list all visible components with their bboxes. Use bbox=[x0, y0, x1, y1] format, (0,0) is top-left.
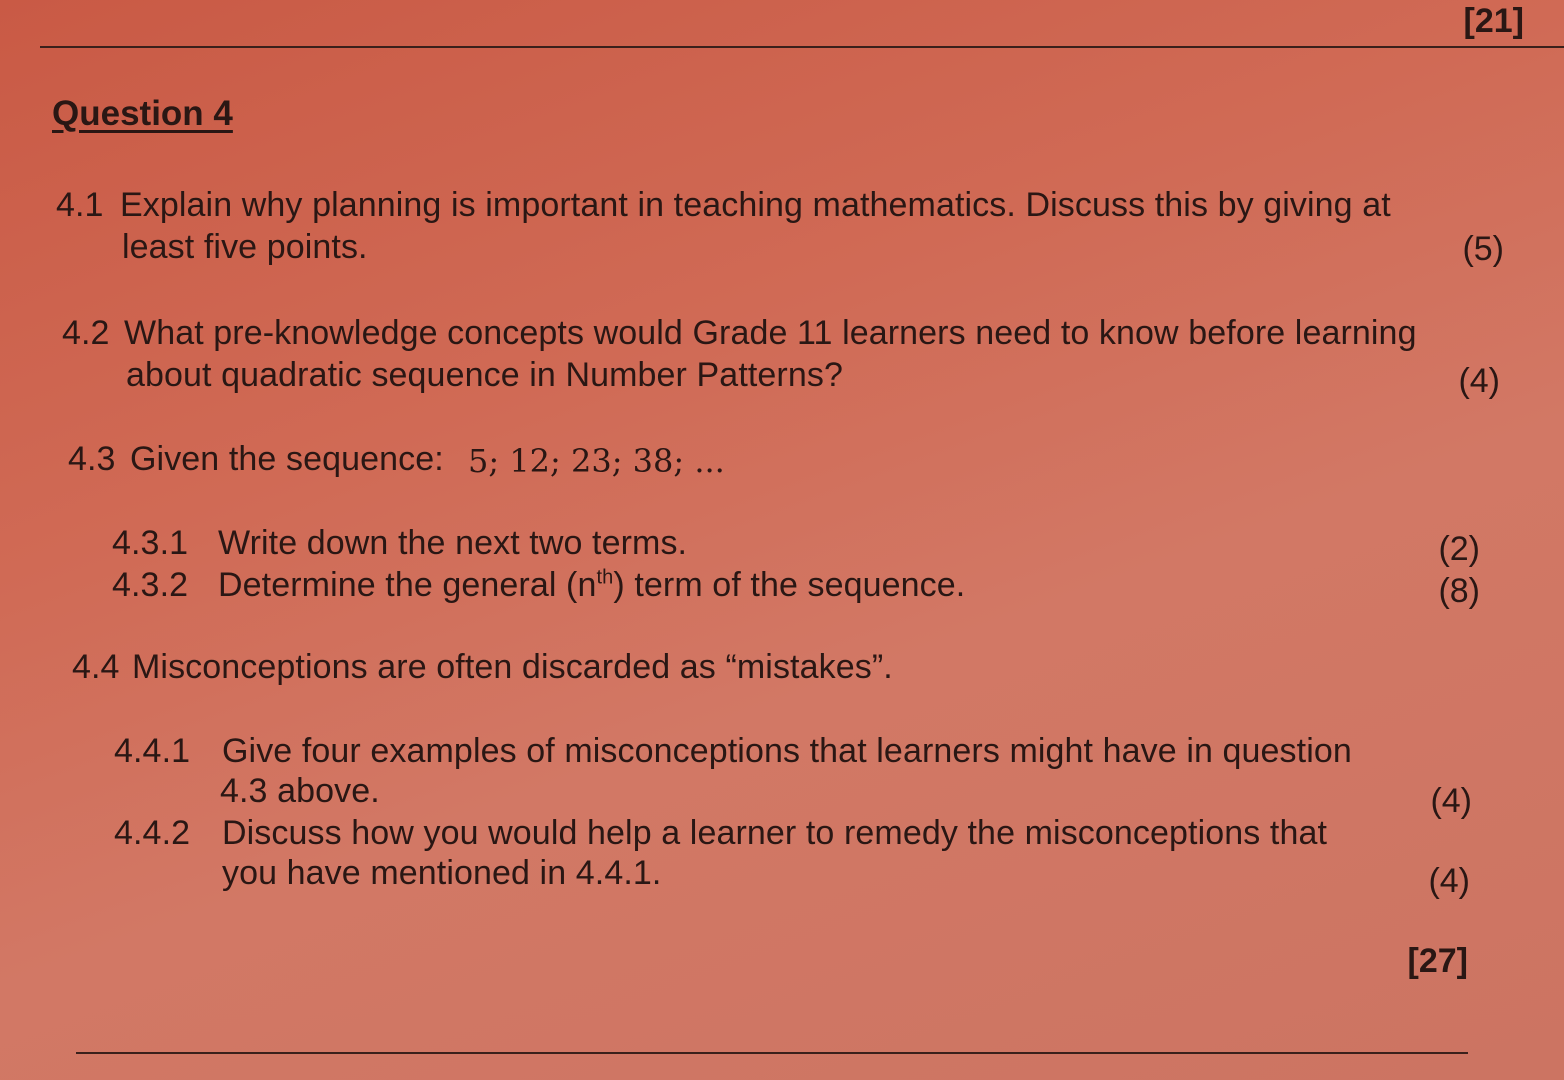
q4-1-line1: Explain why planning is important in teaching mathematics. Discuss this by giving at bbox=[120, 186, 1391, 224]
q4-4-1-marks: (4) bbox=[1430, 782, 1472, 820]
top-divider bbox=[40, 46, 1564, 48]
q4-4-1-line2: 4.3 above. bbox=[220, 772, 380, 810]
q4-1-line2: least five points. bbox=[122, 228, 368, 266]
q4-2-line1: What pre-knowledge concepts would Grade 11 learners need to know before learning bbox=[124, 314, 1417, 352]
q4-4-2-line1: Discuss how you would help a learner to remedy the misconceptions that bbox=[222, 814, 1328, 852]
q4-1-marks: (5) bbox=[1462, 230, 1504, 268]
q4-4-2-marks: (4) bbox=[1428, 862, 1470, 900]
q4-3-2-text bbox=[218, 566, 965, 605]
q4-4-2-number: 4.4.2 bbox=[114, 814, 191, 852]
q4-3-1-text: Write down the next two terms. bbox=[218, 524, 688, 562]
q4-3-intro: Given the sequence: bbox=[130, 440, 444, 478]
q4-4-1-number: 4.4.1 bbox=[114, 732, 191, 770]
q4-3-number: 4.3 bbox=[68, 440, 116, 478]
q4-2-line2: about quadratic sequence in Number Patterns? bbox=[126, 356, 843, 394]
question-title: Question 4 bbox=[52, 94, 233, 133]
q4-3-1-marks: (2) bbox=[1438, 530, 1480, 568]
q4-2-marks: (4) bbox=[1458, 362, 1500, 400]
q4-4-text: Misconceptions are often discarded as “mistakes”. bbox=[132, 648, 893, 686]
q4-4-2-line2: you have mentioned in 4.4.1. bbox=[222, 854, 662, 892]
q4-4-1-line1: Give four examples of misconceptions that learners might have in question bbox=[222, 732, 1352, 770]
bottom-divider bbox=[76, 1052, 1468, 1054]
q4-3-2-number: 4.3.2 bbox=[112, 566, 189, 604]
previous-question-total: [21] bbox=[1463, 2, 1524, 40]
q4-3-1-number: 4.3.1 bbox=[112, 524, 189, 562]
q4-3-2-text-after: ) term of the sequence. bbox=[613, 566, 966, 604]
q4-3-2-text-before: Determine the general (n bbox=[218, 566, 597, 604]
q4-4-number: 4.4 bbox=[72, 648, 120, 686]
q4-3-2-marks: (8) bbox=[1438, 572, 1480, 610]
q4-3-sequence: 5; 12; 23; 38; ... bbox=[468, 442, 725, 480]
q4-1-number: 4.1 bbox=[56, 186, 104, 224]
q4-2-number: 4.2 bbox=[62, 314, 110, 352]
question-total: [27] bbox=[1407, 942, 1468, 980]
q4-3-2-superscript: th bbox=[596, 566, 614, 589]
